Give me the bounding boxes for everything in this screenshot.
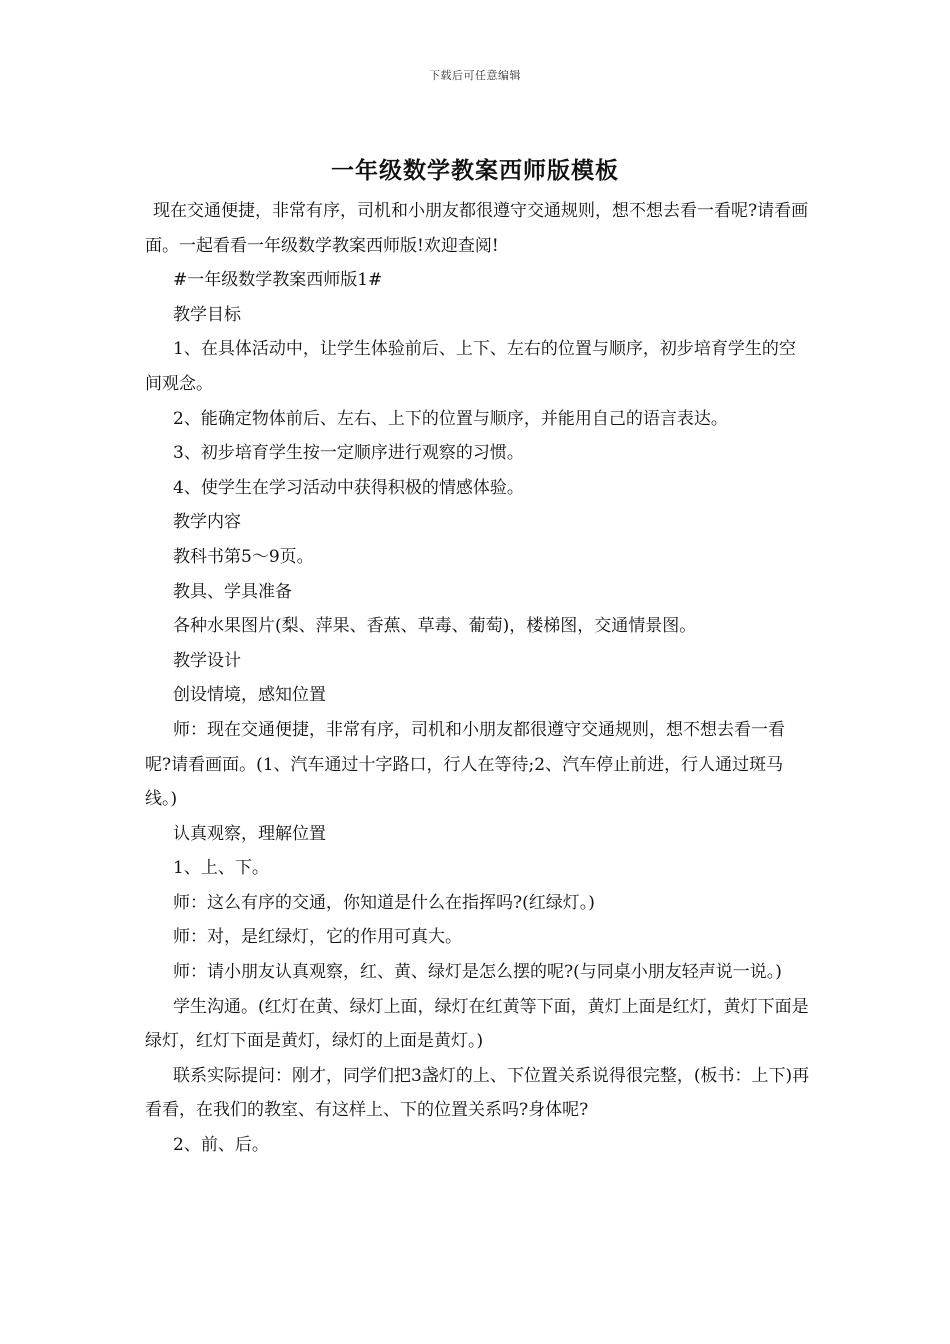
goal-item-1: 1、在具体活动中，让学生体验前后、上下、左右的位置与顺序，初步培育学生的空间观念。: [145, 339, 796, 394]
teacher-line-observe-colors: 师：请小朋友认真观察，红、黄、绿灯是怎么摆的呢?(与同桌小朋友轻声说一说。): [173, 962, 782, 983]
goal-item-4: 4、使学生在学习活动中获得积极的情感体验。: [173, 477, 524, 498]
document-body: [145, 194, 810, 1163]
content-text: 教科书第5～9页。: [173, 546, 314, 567]
item-front-back: 2、前、后。: [173, 1135, 269, 1156]
goal-item-2: 2、能确定物体前后、左右、上下的位置与顺序，并能用自己的语言表达。: [173, 408, 728, 429]
teacher-line-scene: 师：现在交通便捷，非常有序，司机和小朋友都很遵守交通规则，想不想去看一看呢?请看画面。(1、汽车通过十字路口，行人在等待;2、汽车停止前进，行人通过斑马线。): [145, 719, 785, 810]
materials-text: 各种水果图片(梨、萍果、香蕉、草毒、葡萄)，楼梯图，交通情景图。: [173, 616, 697, 637]
teacher-line-traffic-light: 师：这么有序的交通，你知道是什么在指挥吗?(红绿灯。): [173, 892, 595, 913]
header-note: 下载后可任意编辑: [429, 69, 521, 82]
document-title: 一年级数学教案西师版模板: [331, 157, 619, 184]
heading-teaching-content: 教学内容: [173, 512, 241, 533]
subheading-create-scene: 创设情境，感知位置: [173, 685, 326, 706]
section-marker: #一年级数学教案西师版1#: [173, 270, 383, 291]
intro-paragraph: 现在交通便捷，非常有序，司机和小朋友都很遵守交通规则，想不想去看一看呢?请看画面。一起看看一年级数学教案西师版!欢迎查阅!: [145, 201, 809, 256]
heading-teaching-goals: 教学目标: [173, 304, 241, 325]
goal-item-3: 3、初步培育学生按一定顺序进行观察的习惯。: [173, 443, 524, 464]
item-up-down: 1、上、下。: [173, 858, 269, 879]
student-discussion: 学生沟通。(红灯在黄、绿灯上面，绿灯在红黄等下面，黄灯上面是红灯，黄灯下面是绿灯，红灯下面是黄灯，绿灯的上面是黄灯。): [145, 996, 809, 1052]
subheading-observe: 认真观察，理解位置: [173, 823, 326, 844]
practical-question: 联系实际提问：刚才，同学们把3盏灯的上、下位置关系说得很完整，(板书：上下)再看看，在我们的教室、有这样上、下的位置关系吗?身体呢?: [145, 1065, 810, 1121]
heading-materials: 教具、学具准备: [173, 581, 292, 602]
teacher-line-confirm: 师：对，是红绿灯，它的作用可真大。: [173, 927, 462, 948]
heading-teaching-design: 教学设计: [173, 650, 241, 671]
